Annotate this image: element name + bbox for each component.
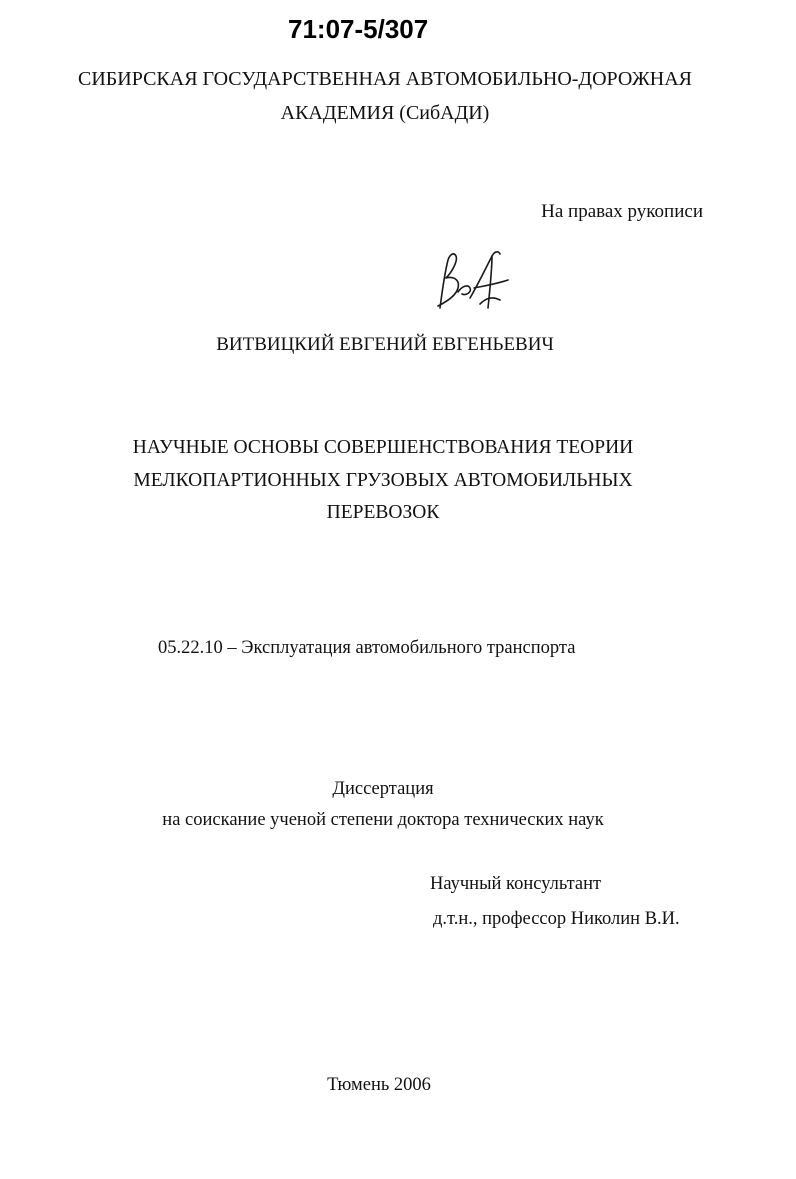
- consultant-name: д.т.н., профессор Николин В.И.: [433, 909, 680, 929]
- institution-line-1: СИБИРСКАЯ ГОСУДАРСТВЕННАЯ АВТОМОБИЛЬНО-ДОРОЖНАЯ: [78, 68, 692, 90]
- catalog-number: 71:07-5/307: [288, 14, 429, 44]
- specialty-code: 05.22.10 – Эксплуатация автомобильного транспорта: [158, 638, 576, 658]
- handwritten-signature-icon: [430, 248, 512, 316]
- title-line-3: ПЕРЕВОЗОК: [326, 502, 440, 523]
- dissertation-title: [0, 432, 766, 530]
- institution-line-2: АКАДЕМИЯ (СибАДИ): [280, 102, 490, 124]
- title-line-1: НАУЧНЫЕ ОСНОВЫ СОВЕРШЕНСТВОВАНИЯ ТЕОРИИ: [132, 437, 634, 458]
- consultant-label: Научный консультант: [430, 874, 602, 894]
- thesis-type: Диссертация: [332, 779, 434, 799]
- thesis-degree: на соискание ученой степени доктора технических наук: [162, 810, 604, 830]
- manuscript-rights-note: На правах рукописи: [541, 201, 703, 222]
- city-year: Тюмень 2006: [327, 1075, 431, 1095]
- title-line-2: МЕЛКОПАРТИОННЫХ ГРУЗОВЫХ АВТОМОБИЛЬНЫХ: [133, 469, 633, 491]
- author-name: ВИТВИЦКИЙ ЕВГЕНИЙ ЕВГЕНЬЕВИЧ: [216, 334, 554, 355]
- thesis-description: [0, 774, 766, 836]
- institution-name: [0, 62, 770, 130]
